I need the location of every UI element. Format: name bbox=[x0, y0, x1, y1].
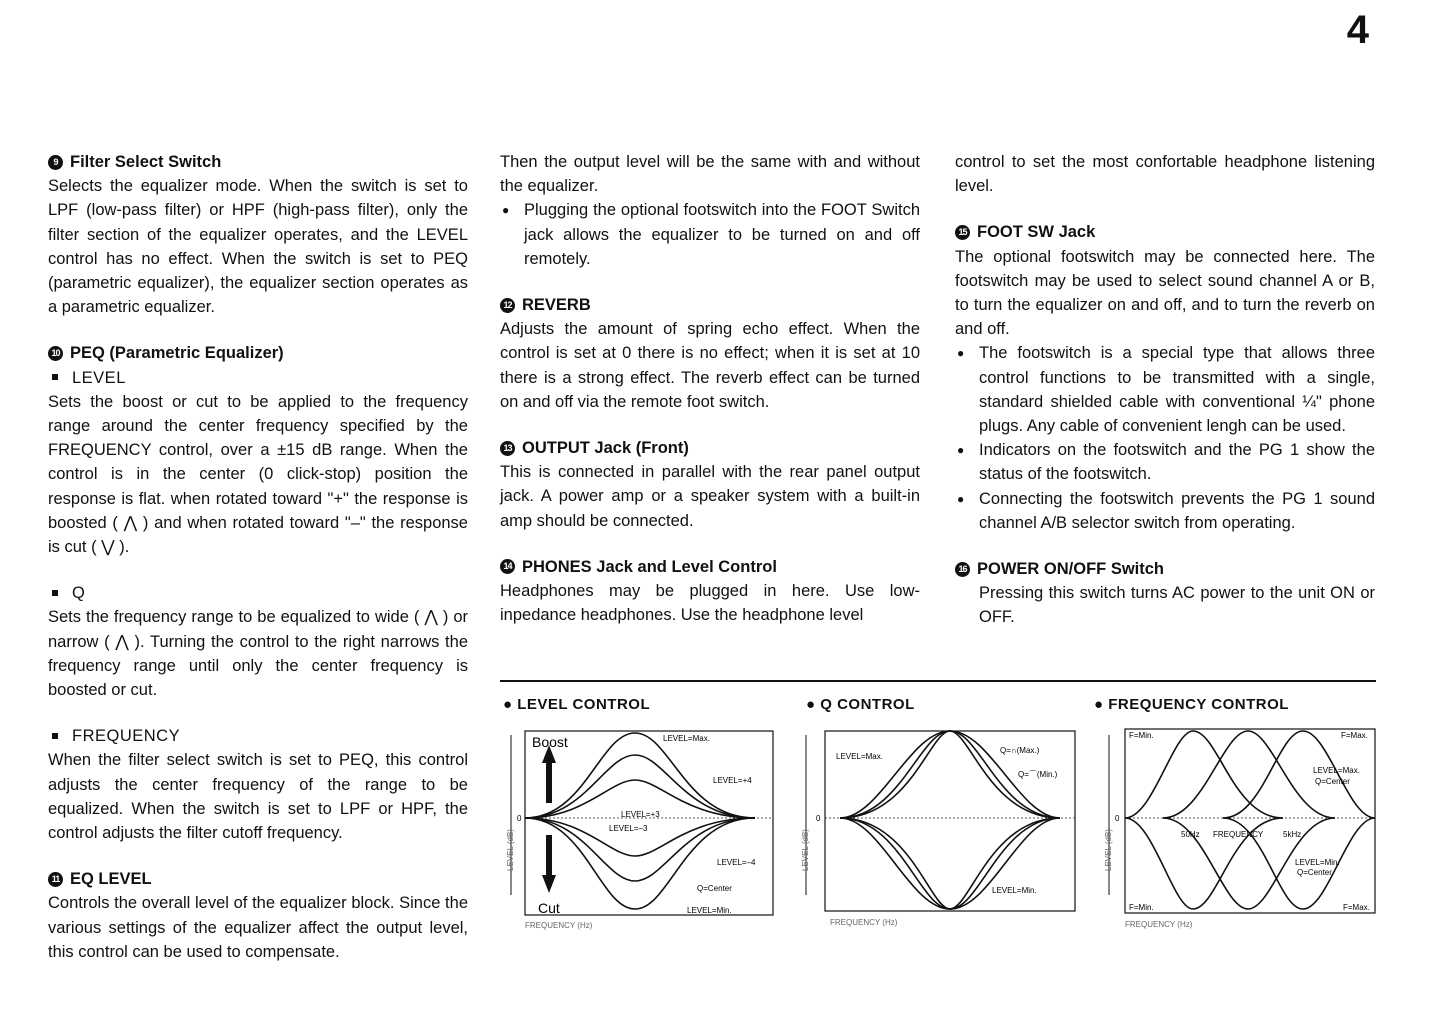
label-f-max-bottom: F=Max. bbox=[1343, 903, 1370, 912]
section-reverb bbox=[500, 293, 920, 414]
square-bullet-icon bbox=[52, 733, 58, 739]
square-bullet-icon bbox=[52, 374, 58, 380]
curve-q-max-cut bbox=[840, 818, 1060, 909]
section-peq-frequency bbox=[48, 724, 468, 845]
x-axis-label: FREQUENCY (Hz) bbox=[1125, 920, 1193, 929]
boost-label: Boost bbox=[532, 734, 568, 750]
y-axis-label: LEVEL (dB) bbox=[801, 829, 810, 871]
section-phones bbox=[500, 555, 920, 628]
label-level-max: LEVEL=Max. bbox=[1313, 766, 1360, 775]
curve-fmin-boost bbox=[1125, 731, 1283, 818]
section-title: PHONES Jack and Level Control bbox=[522, 557, 777, 576]
label-level-max: LEVEL=Max. bbox=[663, 734, 710, 743]
section-peq-q bbox=[48, 581, 468, 702]
section-body: Pressing this switch turns AC power to the unit ON or OFF. bbox=[979, 584, 1375, 627]
subheading-q: Q bbox=[48, 581, 468, 605]
bullet-list bbox=[500, 198, 920, 271]
level-body: Sets the boost or cut to be applied to the frequency range around the center frequency specified by the FREQUENCY control, over a ±15 dB range. When the control is in the center (0 click-stop) position the response is flat. when rotated toward "+" the response is boosted ( ⋀ ) and when rotated toward "–" the response is cut ( ⋁ ). bbox=[48, 392, 468, 557]
section-filter-select bbox=[48, 150, 468, 319]
label-level-min: LEVEL=Min. bbox=[1295, 858, 1340, 867]
label-q-center: Q=Center bbox=[697, 884, 732, 893]
level-control-graph bbox=[505, 725, 777, 940]
section-body-continued: control to set the most confortable headphone listening level. bbox=[955, 153, 1375, 196]
q-body: Sets the frequency range to be equalized to wide ( ⋀ ) or narrow ( ⋀ ). Turning the control to the right narrows the frequency range until only the center frequency is boosted or cut. bbox=[48, 608, 468, 700]
section-title: Filter Select Switch bbox=[70, 153, 222, 171]
section-heading bbox=[955, 557, 1375, 581]
section-foot-sw bbox=[955, 220, 1375, 535]
boost-arrow-shaft bbox=[546, 761, 552, 803]
section-body: The optional footswitch may be connected here. The footswitch may be used to select sound channel A or B, to turn the equalizer on and off, and to turn the reverb on and off. bbox=[955, 247, 1375, 339]
label-level-plus4: LEVEL=+4 bbox=[713, 776, 752, 785]
frequency-control-graph bbox=[1103, 725, 1379, 940]
subheading-frequency: FREQUENCY bbox=[48, 724, 468, 748]
section-number-badge: 12 bbox=[500, 298, 515, 313]
section-title: REVERB bbox=[522, 296, 591, 315]
label-f-min-top: F=Min. bbox=[1129, 731, 1154, 740]
column-1 bbox=[48, 150, 468, 986]
section-body: This is connected in parallel with the rear panel output jack. A power amp or a speaker system with a built-in amp should be connected. bbox=[500, 463, 920, 530]
zero-tick: 0 bbox=[816, 814, 821, 823]
section-title: FOOT SW Jack bbox=[977, 223, 1096, 242]
level-control-title: ● LEVEL CONTROL bbox=[503, 696, 651, 713]
section-power bbox=[955, 557, 1375, 630]
label-level-min: LEVEL=Min. bbox=[992, 886, 1037, 895]
section-number-badge: 14 bbox=[500, 559, 515, 574]
section-phones-cont bbox=[955, 150, 1375, 198]
label-f-min-bottom: F=Min. bbox=[1129, 903, 1154, 912]
zero-tick: 0 bbox=[1115, 814, 1120, 823]
section-body: Headphones may be plugged in here. Use low-inpedance headphones. Use the headphone level bbox=[500, 582, 920, 625]
section-heading bbox=[500, 555, 920, 579]
section-body-continued: Then the output level will be the same with and without the equalizer. bbox=[500, 153, 920, 196]
zero-tick: 0 bbox=[517, 814, 522, 823]
section-title: OUTPUT Jack (Front) bbox=[522, 439, 689, 458]
column-2 bbox=[500, 150, 920, 649]
section-heading bbox=[500, 436, 920, 460]
list-item: ● Connecting the footswitch prevents the PG 1 sound channel A/B selector switch from operating. bbox=[955, 487, 1375, 535]
section-title: EQ LEVEL bbox=[70, 870, 152, 889]
label-q-center-top: Q=Center bbox=[1315, 777, 1350, 786]
x-axis-label: FREQUENCY (Hz) bbox=[525, 921, 593, 930]
cut-arrow-shaft bbox=[546, 835, 552, 877]
y-axis-label: LEVEL (dB) bbox=[506, 829, 515, 871]
divider-rule bbox=[500, 680, 1376, 682]
label-5khz: 5kHz bbox=[1283, 830, 1302, 839]
section-peq bbox=[48, 341, 468, 559]
section-title: POWER ON/OFF Switch bbox=[977, 560, 1165, 579]
list-item: ● Plugging the optional footswitch into the FOOT Switch jack allows the equalizer to be turned on and off remotely. bbox=[500, 198, 920, 271]
frequency-control-title: ● FREQUENCY CONTROL bbox=[1094, 696, 1289, 713]
page-number: 4 bbox=[1346, 8, 1369, 52]
plot-frame bbox=[1125, 729, 1375, 913]
section-number-badge: 10 bbox=[48, 346, 63, 361]
section-number-badge: 11 bbox=[48, 872, 63, 887]
list-item: ● Indicators on the footswitch and the PG 1 show the status of the footswitch. bbox=[955, 438, 1375, 486]
section-body: Adjusts the amount of spring echo effect. When the control is set at 0 there is no effect; when it is set at 10 there is a strong effect. The reverb effect can be turned on and off via the remote foot switch. bbox=[500, 320, 920, 411]
section-number-badge: 9 bbox=[48, 155, 63, 170]
section-output-jack bbox=[500, 436, 920, 533]
section-heading bbox=[48, 867, 468, 891]
section-heading bbox=[48, 150, 468, 174]
label-level-max: LEVEL=Max. bbox=[836, 752, 883, 761]
curve-level-plus4 bbox=[525, 755, 755, 818]
section-eq-level-cont bbox=[500, 150, 920, 271]
frequency-body: When the filter select switch is set to PEQ, this control adjusts the center frequency of the range to be equalized. When the switch is set to LPF or HPF, the control adjusts the filter cutoff frequency. bbox=[48, 751, 468, 843]
label-q-min: Q=⌒(Min.) bbox=[1018, 770, 1058, 779]
y-axis-label: LEVEL (dB) bbox=[1104, 829, 1113, 871]
label-q-center-bottom: Q=Center bbox=[1297, 868, 1332, 877]
section-number-badge: 16 bbox=[955, 562, 970, 577]
section-eq-level bbox=[48, 867, 468, 964]
section-body: Controls the overall level of the equalizer block. Since the various settings of the equalizer affect the output level, this control can be used to compensate. bbox=[48, 894, 468, 961]
section-title: PEQ (Parametric Equalizer) bbox=[70, 344, 284, 363]
cut-arrow-icon bbox=[542, 875, 556, 893]
q-control-graph bbox=[800, 725, 1080, 940]
bullet-list bbox=[955, 341, 1375, 535]
label-f-max-top: F=Max. bbox=[1341, 731, 1368, 740]
label-level-plus3: LEVEL=+3 bbox=[621, 810, 660, 819]
section-body: Selects the equalizer mode. When the switch is set to LPF (low-pass filter) or HPF (high-pass filter), only the filter section of the equalizer operates, and the LEVEL control has no effect. When the switch is set to PEQ (parametric equalizer), the equalizer section operates as a parametric equalizer. bbox=[48, 177, 468, 317]
q-control-title: ● Q CONTROL bbox=[806, 696, 915, 713]
section-heading bbox=[955, 220, 1375, 244]
section-number-badge: 15 bbox=[955, 225, 970, 240]
curve-q-min-cut bbox=[840, 818, 1060, 909]
label-q-max: Q=∩(Max.) bbox=[1000, 746, 1040, 755]
label-level-minus4: LEVEL=–4 bbox=[717, 858, 756, 867]
column-3 bbox=[955, 150, 1375, 652]
curve-q-mid-cut bbox=[840, 818, 1060, 909]
label-level-min: LEVEL=Min. bbox=[687, 906, 732, 915]
section-heading bbox=[48, 341, 468, 365]
cut-label: Cut bbox=[538, 900, 560, 916]
list-item: ● The footswitch is a special type that allows three control functions to be transmitted with a single, standard shielded cable with conventional ¼" phone plugs. Any cable of convenient lengh can be used. bbox=[955, 341, 1375, 438]
subheading-level: LEVEL bbox=[48, 366, 468, 390]
x-axis-label: FREQUENCY (Hz) bbox=[830, 918, 898, 927]
square-bullet-icon bbox=[52, 590, 58, 596]
section-heading bbox=[500, 293, 920, 317]
label-frequency: FREQUENCY bbox=[1213, 830, 1264, 839]
label-50hz: 50Hz bbox=[1181, 830, 1200, 839]
label-level-minus3: LEVEL=–3 bbox=[609, 824, 648, 833]
section-number-badge: 13 bbox=[500, 441, 515, 456]
